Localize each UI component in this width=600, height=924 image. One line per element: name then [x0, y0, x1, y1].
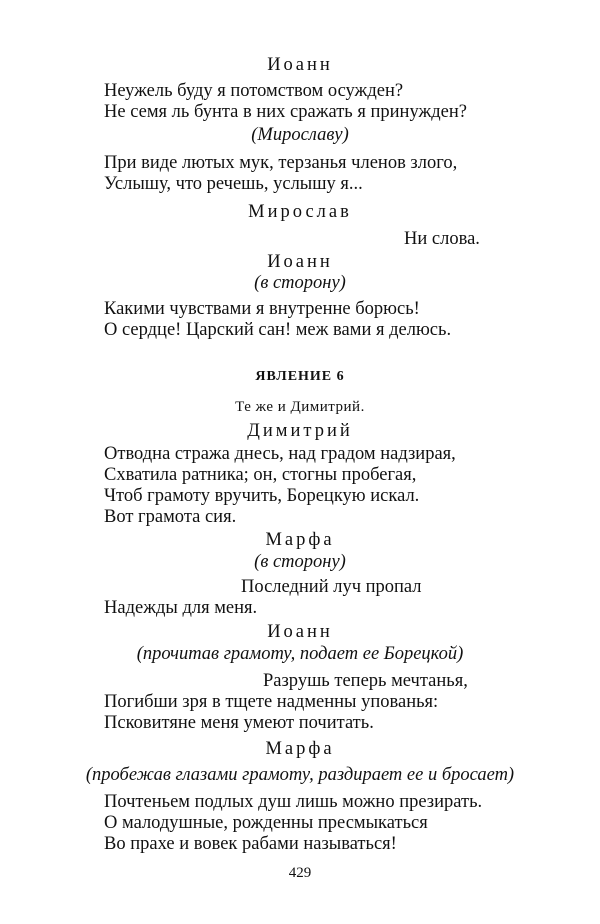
stage-direction: (Мирославу) [251, 125, 349, 145]
stage-direction: (в сторону) [254, 552, 346, 572]
speaker-marfa: Марфа [265, 739, 335, 759]
verse-line: О малодушные, рожденны пресмыкаться [104, 813, 428, 833]
cast-note: Те же и Димитрий. [235, 399, 365, 415]
speaker-marfa: Марфа [265, 530, 335, 550]
verse-line-indented: Последний луч пропал [241, 577, 422, 597]
verse-line: Услышу, что речешь, услышу я... [104, 174, 363, 194]
page-number: 429 [288, 865, 312, 881]
verse-line: Не семя ль бунта в них сражать я принужден? [104, 102, 467, 122]
speaker-ioann: Иоанн [267, 55, 333, 75]
stage-direction: (прочитав грамоту, подает ее Борецкой) [136, 644, 464, 664]
verse-line: Схватила ратника; он, стогны пробегая, [104, 465, 417, 485]
scene-heading: ЯВЛЕНИЕ 6 [255, 369, 345, 384]
verse-line: Какими чувствами я внутренне борюсь! [104, 299, 420, 319]
stage-direction: (пробежав глазами грамоту, раздирает ее и бросает) [85, 765, 515, 785]
verse-line: Вот грамота сия. [104, 507, 237, 527]
verse-line: Надежды для меня. [104, 598, 258, 618]
speaker-dimitriy: Димитрий [247, 421, 353, 441]
speaker-miroslav: Мирослав [248, 202, 352, 222]
speaker-ioann: Иоанн [267, 622, 333, 642]
verse-line: Неужель буду я потомством осужден? [104, 81, 404, 101]
verse-line: О сердце! Царский сан! меж вами я делюсь. [104, 320, 452, 340]
verse-line: Почтеньем подлых душ лишь можно презирать. [104, 792, 483, 812]
verse-line: Погибши зря в тщете надменны упованья: [104, 692, 439, 712]
verse-line: Псковитяне меня умеют почитать. [104, 713, 374, 733]
verse-line: Отводна стража днесь, над градом надзирая, [104, 444, 456, 464]
verse-line: Во прахе и вовек рабами называться! [104, 834, 397, 854]
stage-direction: (в сторону) [254, 273, 346, 293]
speaker-ioann: Иоанн [267, 252, 333, 272]
verse-line: При виде лютых мук, терзанья членов злого, [104, 153, 458, 173]
verse-line: Чтоб грамоту вручить, Борецкую искал. [104, 486, 420, 506]
verse-line-indented: Разрушь теперь мечтанья, [263, 671, 468, 691]
verse-line-indented: Ни слова. [404, 229, 480, 249]
